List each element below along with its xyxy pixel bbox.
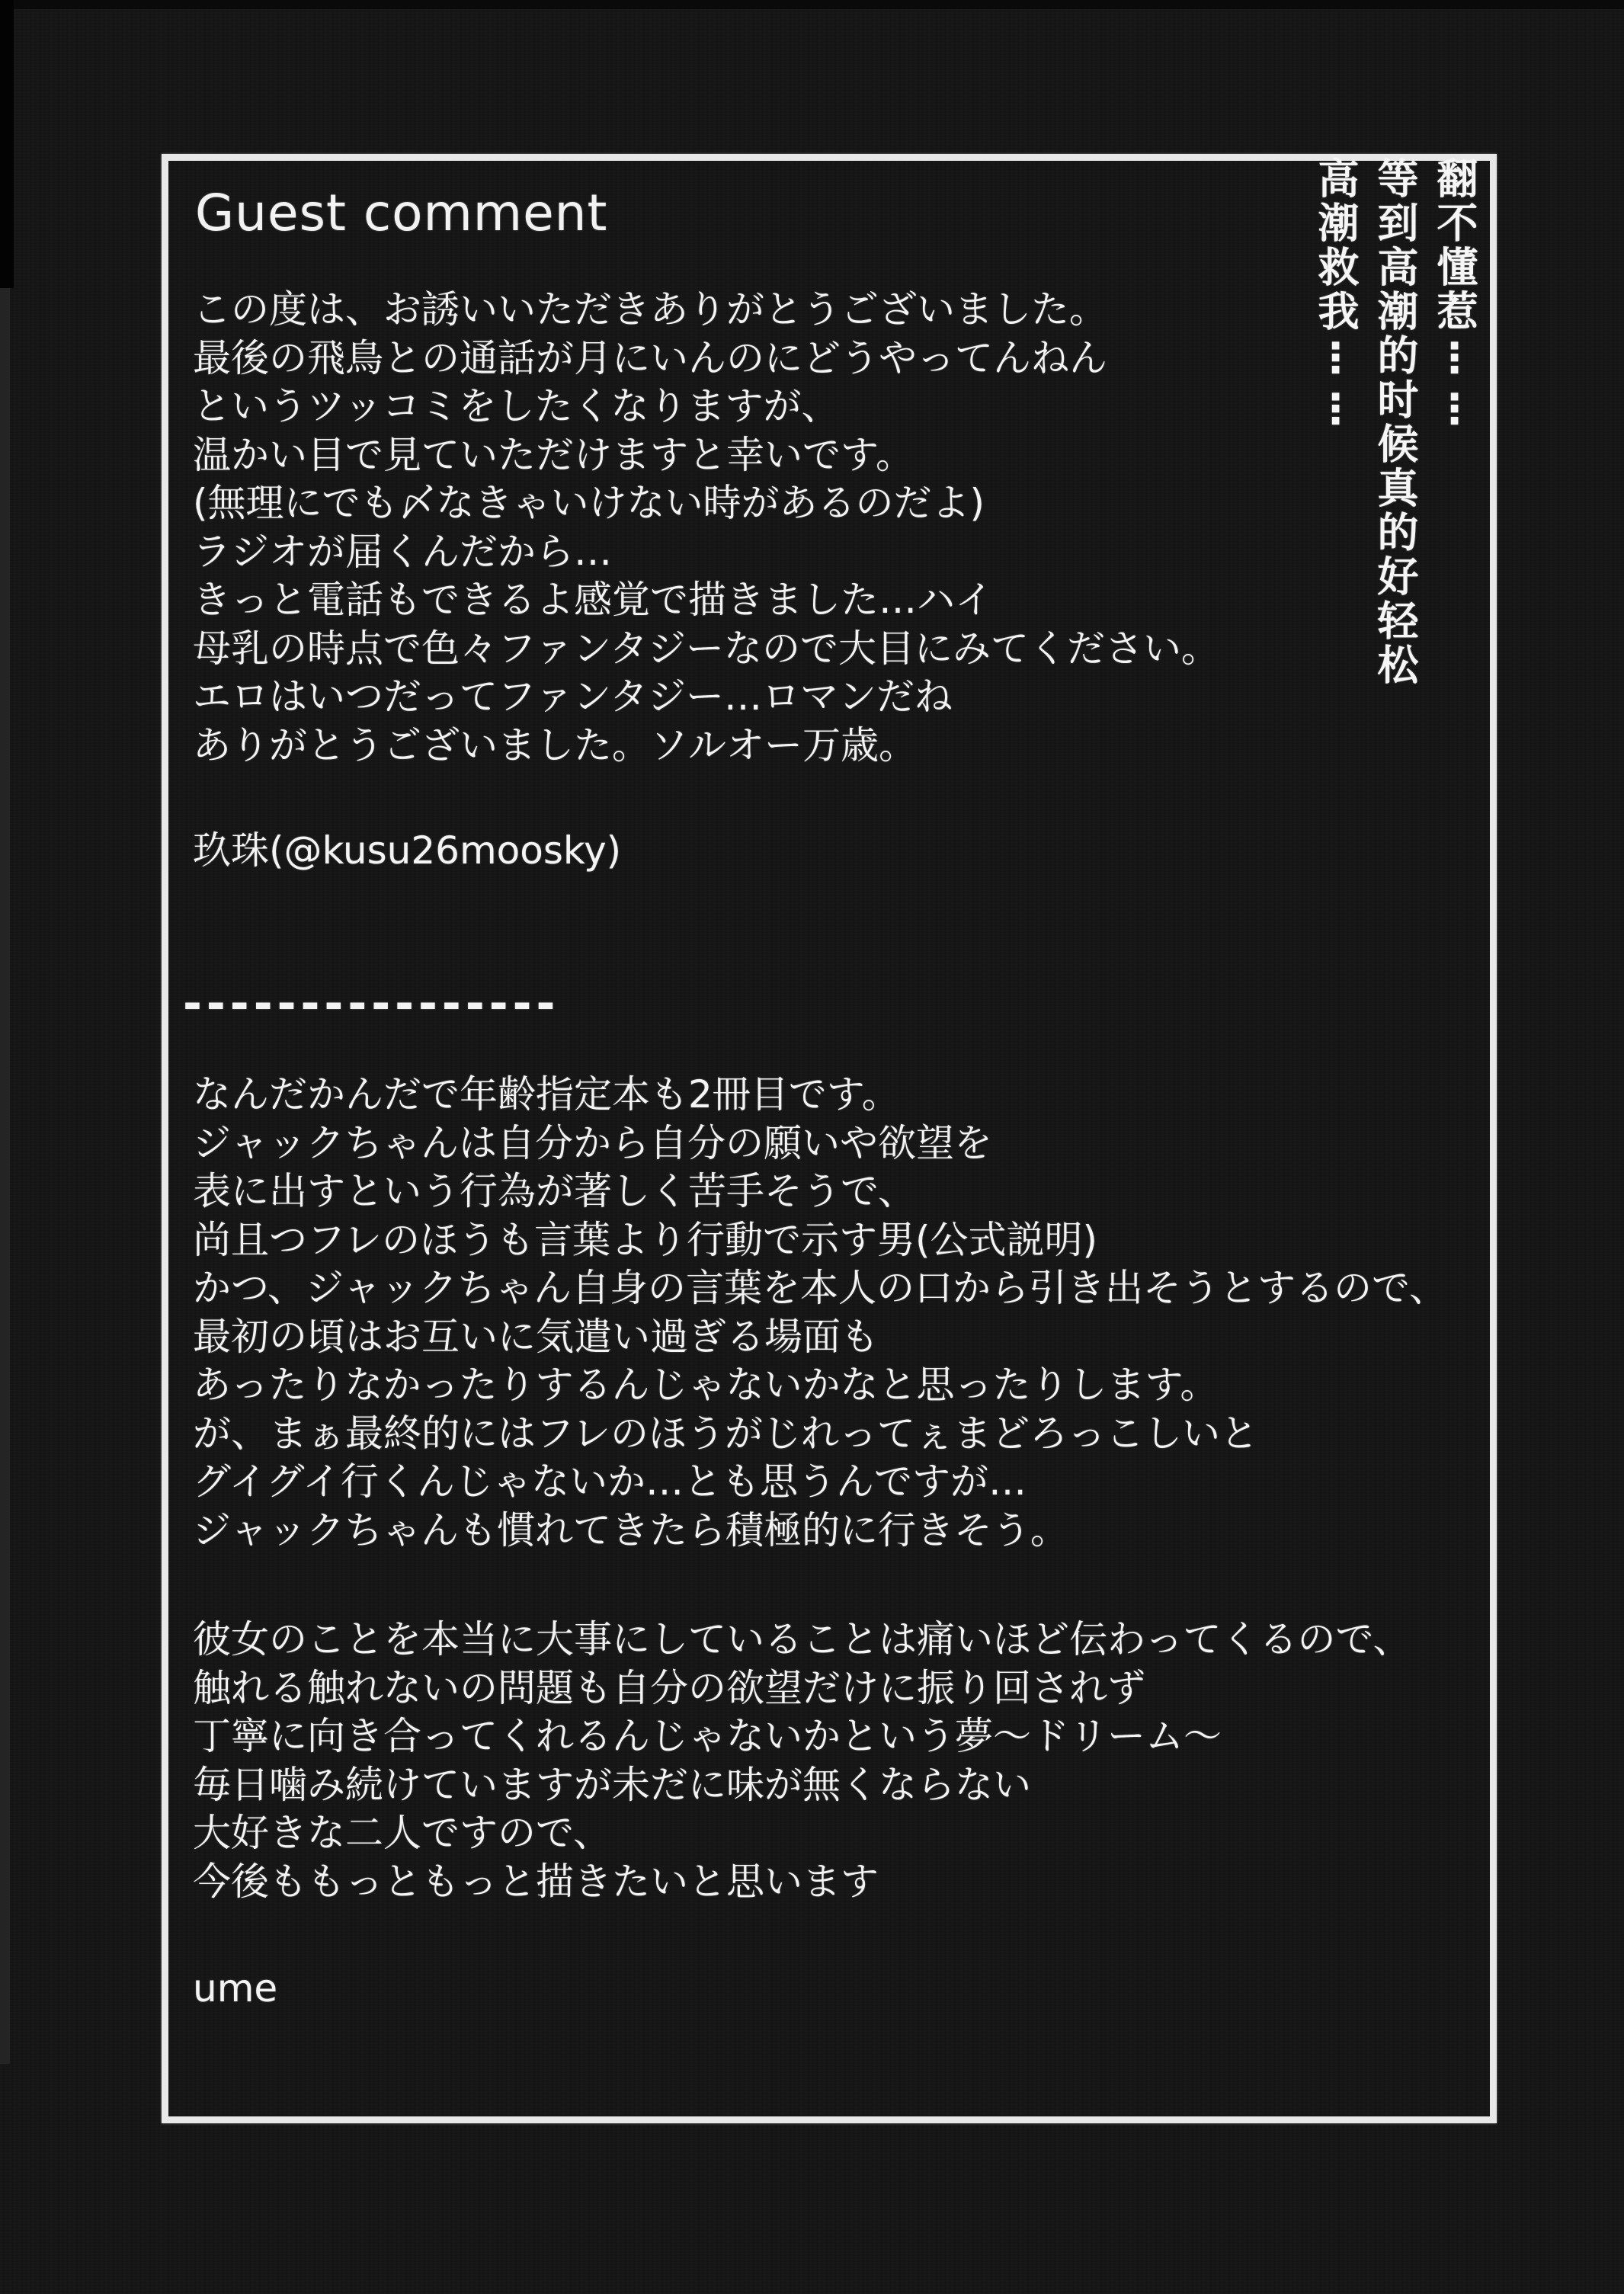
comment-line: というツッコミをしたくなりますが、 <box>193 384 840 428</box>
comment-line: が、まぁ最終的にはフレのほうがじれってぇまどろっこしいと <box>193 1411 1258 1456</box>
scan-edge-strip <box>0 288 10 2064</box>
translator-note <box>1305 157 1484 687</box>
comment-line: 触れる触れないの問題も自分の欲望だけに振り回されず <box>193 1665 1145 1710</box>
comment-line: なんだかんだで年齢指定本も2冊目です。 <box>193 1072 900 1117</box>
translator-note-column: 等到高潮的时候真的好轻松 <box>1371 157 1419 687</box>
ume-comment-paragraph-2 <box>193 1616 1411 1906</box>
comment-line: 毎日噛み続けていますが未だに味が無くならない <box>193 1762 1031 1807</box>
comment-line: (無理にでも〆なきゃいけない時があるのだよ) <box>193 481 985 525</box>
translator-note-column: 翻不懂惹⋮⋮ <box>1430 157 1478 436</box>
comment-line: あったりなかったりするんじゃないかなと思ったりします。 <box>193 1363 1219 1407</box>
page-title: Guest comment <box>195 184 608 242</box>
comment-line: 母乳の時点で色々ファンタジーなので大目にみてください。 <box>193 626 1219 671</box>
comment-line: 彼女のことを本当に大事にしていることは痛いほど伝わってくるので、 <box>193 1617 1411 1661</box>
comment-line: この度は、お誘いいただきありがとうございました。 <box>193 287 1107 332</box>
translator-note-column: 高潮救我⋮⋮ <box>1312 157 1360 436</box>
comment-line: 表に出すという行為が著しく苦手そうで、 <box>193 1169 916 1213</box>
dashed-separator: ---------------- <box>183 977 560 1030</box>
comment-line: 尚且つフレのほうも言葉より行動で示す男(公式説明) <box>193 1217 1098 1262</box>
guest-comment-paragraph <box>193 286 1219 770</box>
comment-line: 丁寧に向き合ってくれるんじゃないかという夢〜ドリーム〜 <box>193 1714 1222 1758</box>
comment-line: ありがとうございました。ソルオー万歳。 <box>193 722 917 767</box>
ume-author-signature: ume <box>193 1966 278 2010</box>
comment-line: ジャックちゃんも慣れてきたら積極的に行きそう。 <box>193 1507 1068 1552</box>
ume-comment-paragraph-1 <box>193 1071 1447 1555</box>
comment-line: エロはいつだってファンタジー…ロマンだね <box>193 674 953 719</box>
comment-line: 大好きな二人ですので、 <box>193 1811 611 1855</box>
comment-line: グイグイ行くんじゃないか…とも思うんですが… <box>193 1459 1027 1504</box>
comment-line: ラジオが届くんだから… <box>193 529 612 574</box>
comment-line: かつ、ジャックちゃん自身の言葉を本人の口から引き出そうとするので、 <box>193 1266 1447 1310</box>
comment-line: きっと電話もできるよ感覚で描きました…ハイ <box>193 578 993 622</box>
comment-line: 最後の飛鳥との通話が月にいんのにどうやってんねん <box>193 335 1107 380</box>
guest-author-signature: 玖珠(@kusu26moosky) <box>193 828 622 873</box>
comment-line: 今後ももっともっと描きたいと思います <box>193 1859 879 1904</box>
comment-line: 最初の頃はお互いに気遣い過ぎる場面も <box>193 1314 879 1359</box>
scan-edge-corner <box>0 0 14 288</box>
comment-line: ジャックちゃんは自分から自分の願いや欲望を <box>193 1120 992 1165</box>
comment-line: 温かい目で見ていただけますと幸いです。 <box>193 432 914 477</box>
scan-edge-top <box>0 0 1624 9</box>
